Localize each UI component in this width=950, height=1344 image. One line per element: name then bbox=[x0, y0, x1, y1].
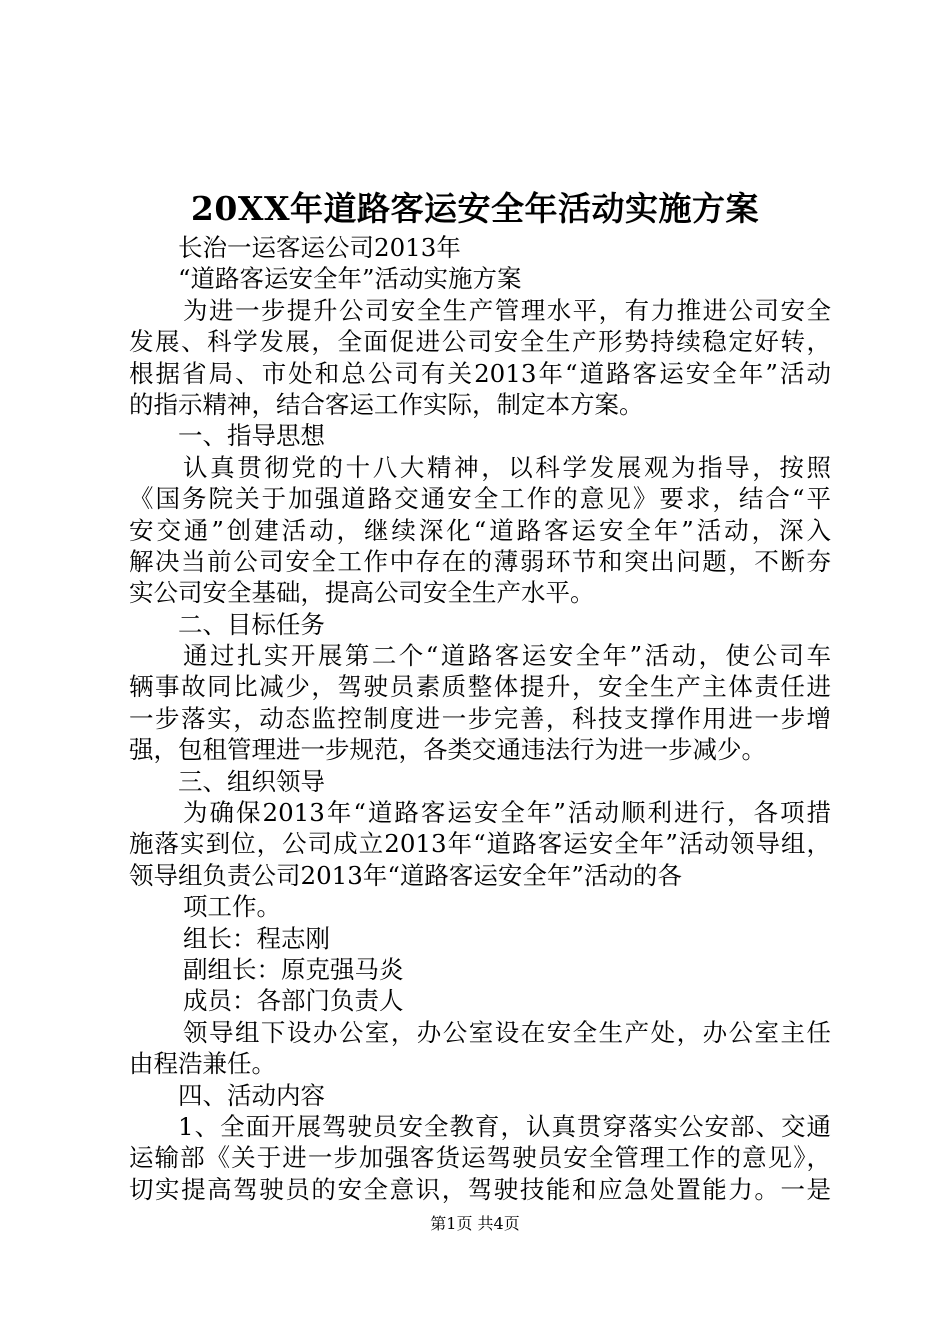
body-line: 三、组织领导 bbox=[178, 766, 325, 796]
body-line: 强，包租管理进一步规范，各类交通违法行为进一步减少。 bbox=[129, 735, 766, 765]
body-line: 安交通”创建活动，继续深化“道路客运安全年”活动，深入 bbox=[129, 515, 831, 545]
body-line: 成员：各部门负责人 bbox=[183, 986, 404, 1016]
body-line: 1、全面开展驾驶员安全教育，认真贯穿落实公安部、交通 bbox=[178, 1111, 831, 1141]
document-title: 20XX年道路客运安全年活动实施方案 bbox=[190, 189, 760, 228]
body-line: “道路客运安全年”活动实施方案 bbox=[178, 264, 522, 294]
body-line: 辆事故同比减少，驾驶员素质整体提升，安全生产主体责任进 bbox=[129, 672, 831, 702]
body-line: 一、指导思想 bbox=[178, 421, 325, 451]
body-line: 领导组下设办公室，办公室设在安全生产处，办公室主任 bbox=[183, 1017, 831, 1047]
page-footer: 第1页 共4页 bbox=[430, 1214, 520, 1233]
body-line: 认真贯彻党的十八大精神，以科学发展观为指导，按照 bbox=[183, 452, 831, 482]
body-line: 项工作。 bbox=[183, 892, 281, 922]
body-line: 四、活动内容 bbox=[178, 1080, 325, 1110]
body-line: 切实提高驾驶员的安全意识，驾驶技能和应急处置能力。一是 bbox=[129, 1174, 831, 1204]
body-line: 运输部《关于进一步加强客货运驾驶员安全管理工作的意见》， bbox=[129, 1143, 831, 1173]
body-line: 二、目标任务 bbox=[178, 609, 325, 639]
body-line: 根据省局、市处和总公司有关2013年“道路客运安全年”活动 bbox=[129, 358, 831, 388]
body-line: 为确保2013年“道路客运安全年”活动顺利进行，各项措 bbox=[183, 798, 831, 828]
body-line: 通过扎实开展第二个“道路客运安全年”活动，使公司车 bbox=[183, 641, 831, 671]
body-line: 为进一步提升公司安全生产管理水平，有力推进公司安全 bbox=[183, 295, 831, 325]
body-line: 领导组负责公司2013年“道路客运安全年”活动的各 bbox=[129, 860, 682, 890]
body-line: 长治一运客运公司2013年 bbox=[178, 233, 461, 262]
body-line: 解决当前公司安全工作中存在的薄弱环节和突出问题，不断夯 bbox=[129, 546, 831, 576]
body-line: 《国务院关于加强道路交通安全工作的意见》要求，结合“平 bbox=[129, 484, 831, 514]
body-line: 发展、科学发展，全面促进公司安全生产形势持续稳定好转， bbox=[129, 327, 831, 357]
body-line: 的指示精神，结合客运工作实际，制定本方案。 bbox=[129, 389, 644, 419]
body-line: 组长：程志刚 bbox=[183, 923, 330, 953]
body-line: 由程浩兼任。 bbox=[129, 1049, 276, 1079]
body-line: 副组长：原克强马炎 bbox=[183, 954, 404, 984]
body-line: 施落实到位，公司成立2013年“道路客运安全年”活动领导组， bbox=[129, 829, 831, 859]
body-line: 一步落实，动态监控制度进一步完善，科技支撑作用进一步增 bbox=[129, 703, 831, 733]
document-body bbox=[129, 232, 831, 1205]
body-line: 实公司安全基础，提高公司安全生产水平。 bbox=[129, 578, 595, 608]
